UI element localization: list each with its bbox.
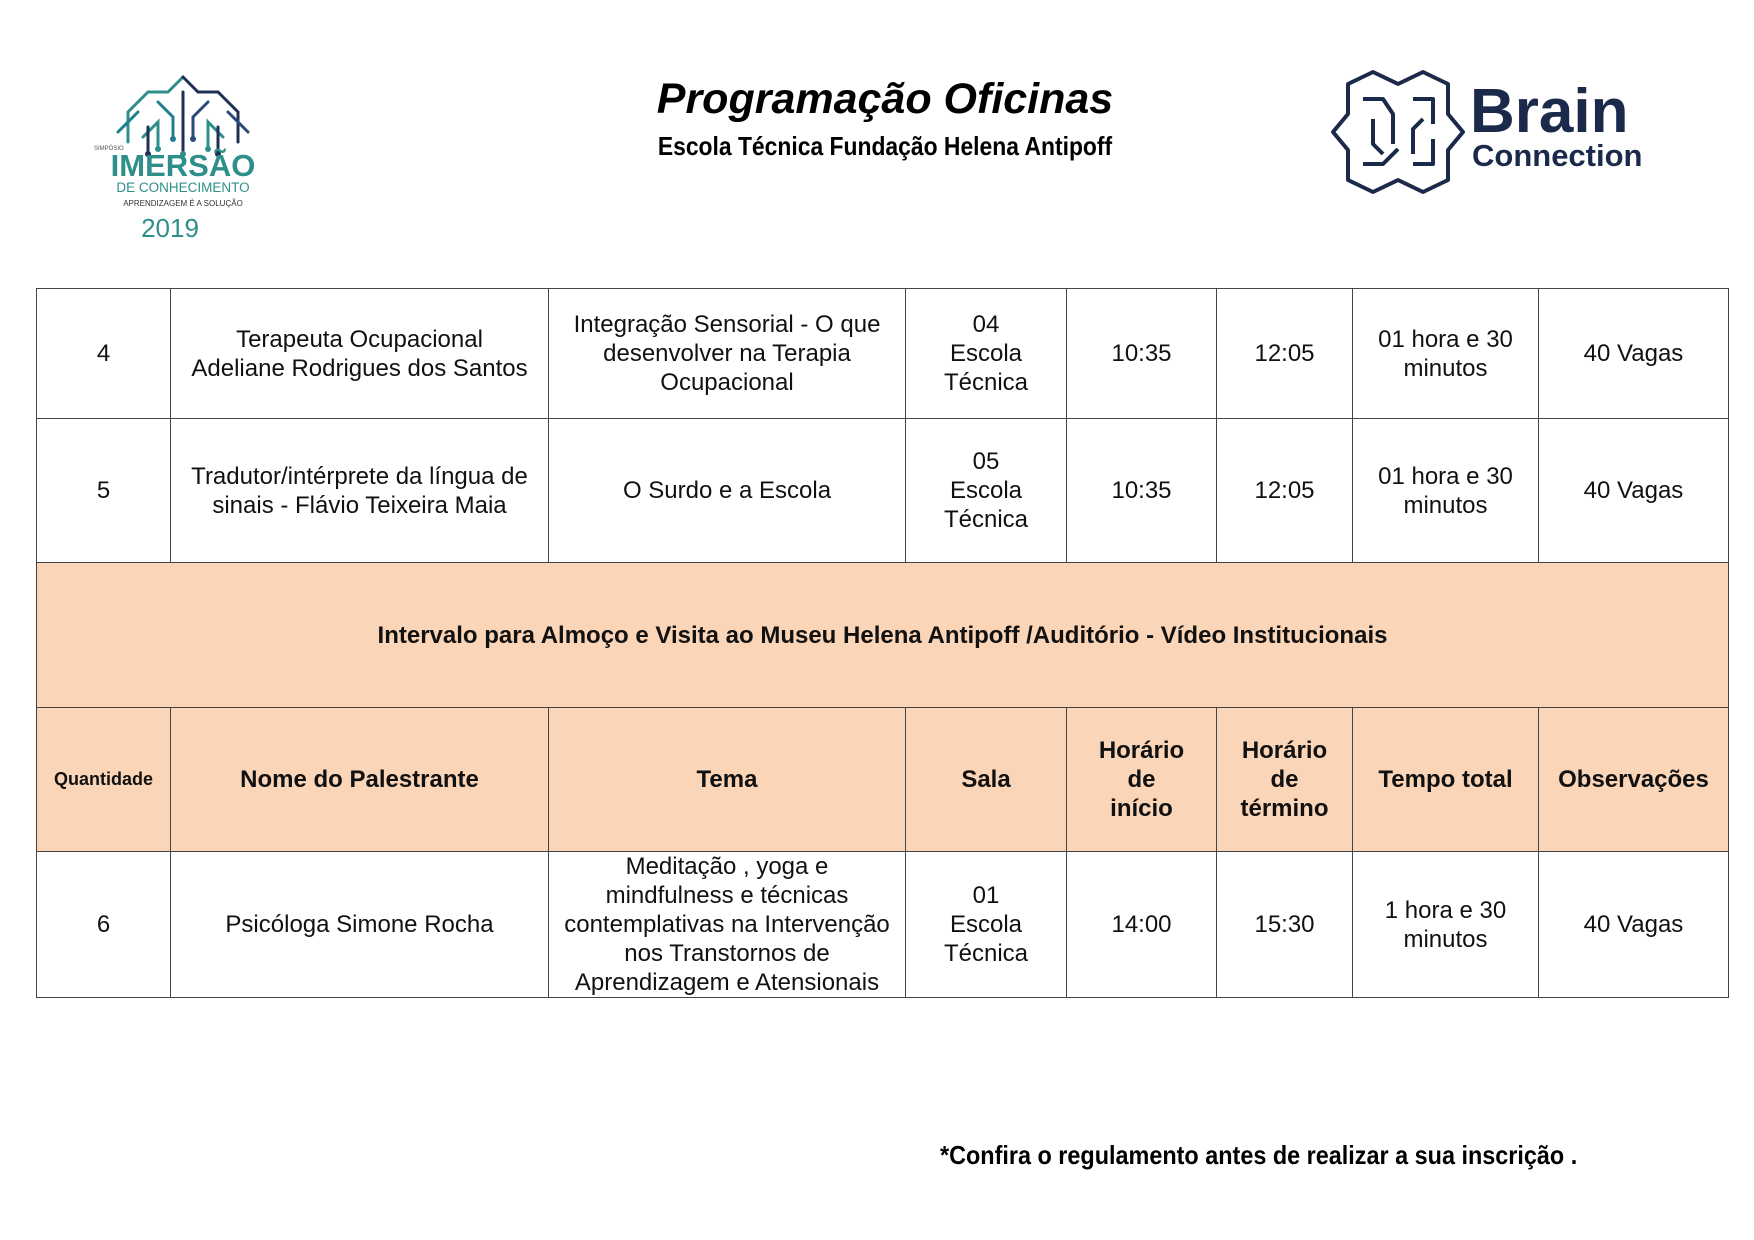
cell-sala: 01 Escola Técnica xyxy=(906,852,1067,998)
header-obs: Observações xyxy=(1539,708,1729,852)
document-header xyxy=(560,70,1210,164)
cell-termino: 12:05 xyxy=(1217,419,1353,563)
cell-obs: 40 Vagas xyxy=(1539,289,1729,419)
logo-name: IMERSÃO xyxy=(110,148,256,183)
header-termino: Horário de término xyxy=(1217,708,1353,852)
logo-motto: APRENDIZAGEM É A SOLUÇÃO xyxy=(123,199,243,208)
header-sala: Sala xyxy=(906,708,1067,852)
logo-connection-word: Connection xyxy=(1472,138,1643,173)
cell-obs: 40 Vagas xyxy=(1539,852,1729,998)
cell-tema: O Surdo e a Escola xyxy=(549,419,906,563)
cell-sala: 04 Escola Técnica xyxy=(906,289,1067,419)
cell-quantidade: 6 xyxy=(37,852,171,998)
table-row xyxy=(37,852,1729,998)
break-banner: Intervalo para Almoço e Visita ao Museu Helena Antipoff /Auditório - Vídeo Institucionais xyxy=(37,563,1729,708)
header-palestrante: Nome do Palestrante xyxy=(171,708,549,852)
cell-termino: 15:30 xyxy=(1217,852,1353,998)
cell-quantidade: 4 xyxy=(37,289,171,419)
cell-sala: 05 Escola Técnica xyxy=(906,419,1067,563)
cell-inicio: 14:00 xyxy=(1067,852,1217,998)
cell-palestrante: Psicóloga Simone Rocha xyxy=(171,852,549,998)
header-tema: Tema xyxy=(549,708,906,852)
imersao-logo xyxy=(88,42,278,252)
footer-note: *Confira o regulamento antes de realizar a sua inscrição . xyxy=(940,1140,1578,1170)
cell-tempo: 01 hora e 30 minutos xyxy=(1353,289,1539,419)
table-header-row xyxy=(37,708,1729,852)
header-quantidade: Quantidade xyxy=(37,708,171,852)
cell-termino: 12:05 xyxy=(1217,289,1353,419)
cell-quantidade: 5 xyxy=(37,419,171,563)
brain-circuit-icon xyxy=(118,77,248,157)
header-inicio: Horário de início xyxy=(1067,708,1217,852)
table-row xyxy=(37,289,1729,419)
cell-tema: Integração Sensorial - O que desenvolver na Terapia Ocupacional xyxy=(549,289,906,419)
page-subtitle: Escola Técnica Fundação Helena Antipoff xyxy=(657,131,1113,161)
schedule-table xyxy=(36,288,1729,998)
logo-brain-word: Brain xyxy=(1470,77,1629,146)
cell-palestrante: Tradutor/intérprete da língua de sinais - Flávio Teixeira Maia xyxy=(171,419,549,563)
cell-tempo: 01 hora e 30 minutos xyxy=(1353,419,1539,563)
cell-inicio: 10:35 xyxy=(1067,419,1217,563)
cell-tema: Meditação , yoga e mindfulness e técnicas contemplativas na Intervenção nos Transtornos de Aprendizagem e Atensionais xyxy=(549,852,906,998)
table-row xyxy=(37,419,1729,563)
logo-tagline: DE CONHECIMENTO xyxy=(116,180,250,195)
page-title: Programação Oficinas xyxy=(656,75,1114,123)
cell-obs: 40 Vagas xyxy=(1539,419,1729,563)
header-tempo: Tempo total xyxy=(1353,708,1539,852)
cell-tempo: 1 hora e 30 minutos xyxy=(1353,852,1539,998)
cell-palestrante: Terapeuta Ocupacional Adeliane Rodrigues dos Santos xyxy=(171,289,549,419)
brain-connection-logo xyxy=(1318,64,1688,200)
logo-year: 2019 xyxy=(141,213,199,243)
brain-hexagon-icon xyxy=(1333,72,1463,192)
break-row xyxy=(37,563,1729,708)
logo-small-text: SIMPÓSIO xyxy=(94,146,124,152)
cell-inicio: 10:35 xyxy=(1067,289,1217,419)
